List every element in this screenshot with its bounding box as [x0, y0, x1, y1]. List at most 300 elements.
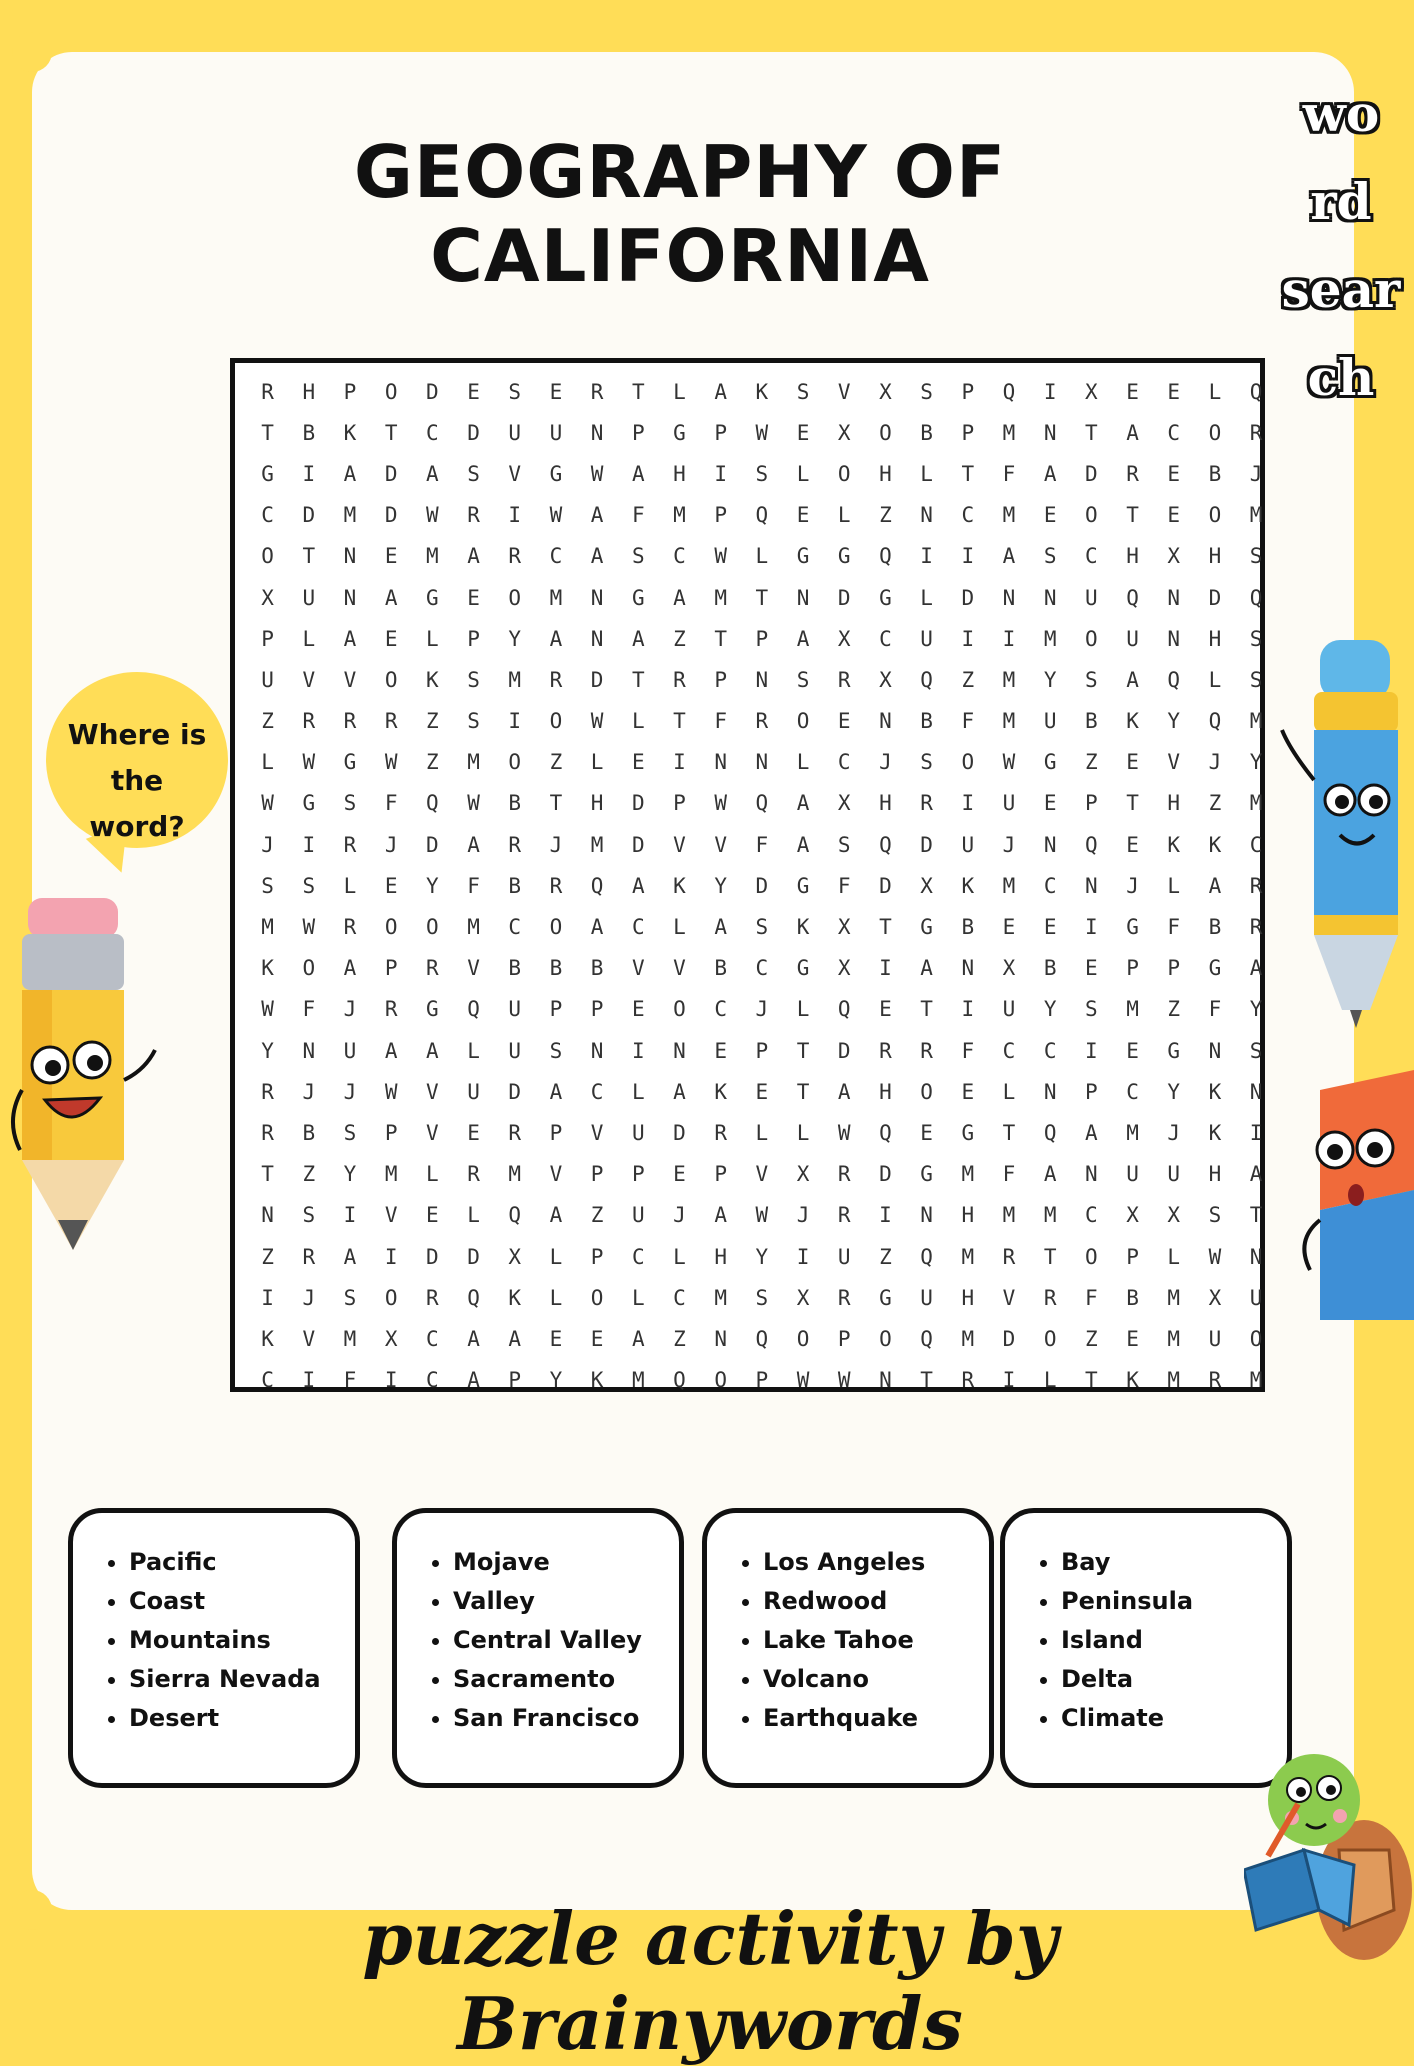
grid-letter: L [1002, 1079, 1016, 1104]
grid-letter: M [384, 1162, 398, 1187]
grid-letter: I [302, 461, 316, 486]
grid-letter: K [343, 420, 357, 445]
word-list-item: • Coast [129, 1582, 355, 1621]
grid-letter: X [1167, 1203, 1181, 1228]
grid-letter: M [1249, 1368, 1263, 1393]
grid-letter: J [673, 1203, 686, 1228]
word-list-item: • Los Angeles [763, 1543, 989, 1582]
grid-letter: P [631, 1162, 645, 1187]
grid-letter: H [879, 791, 892, 816]
word-list-item: • Bay [1061, 1543, 1287, 1582]
grid-letter: O [302, 956, 316, 981]
grid-letter: C [1043, 1038, 1057, 1063]
grid-letter: C [426, 1368, 439, 1393]
grid-letter: L [796, 1120, 810, 1145]
side-title [1268, 70, 1414, 422]
grid-letter: B [1043, 956, 1057, 981]
grid-letter: U [961, 832, 975, 857]
grid-letter: K [755, 379, 769, 404]
grid-letter: S [549, 1038, 563, 1063]
grid-letter: G [673, 420, 686, 445]
grid-letter: T [302, 544, 316, 569]
grid-letter: V [673, 832, 686, 857]
grid-letter: L [1167, 1244, 1181, 1269]
grid-letter: F [631, 503, 645, 528]
grid-letter: S [920, 750, 933, 775]
grid-letter: E [1126, 750, 1139, 775]
grid-letter: Y [508, 626, 522, 651]
grid-letter: E [1167, 379, 1181, 404]
grid-letter: O [426, 915, 439, 940]
grid-letter: P [714, 503, 727, 528]
grid-letter: V [343, 667, 357, 692]
grid-letter: X [837, 915, 851, 940]
grid-letter: A [467, 832, 480, 857]
grid-letter: H [714, 1244, 727, 1269]
grid-letter: S [920, 379, 933, 404]
grid-letter: C [673, 1285, 686, 1310]
grid-letter: K [261, 1326, 274, 1351]
grid-letter: Z [426, 709, 439, 734]
grid-letter: F [755, 832, 769, 857]
grid-letter: R [837, 1285, 851, 1310]
grid-letter: W [1208, 1244, 1222, 1269]
grid-letter: G [302, 791, 316, 816]
grid-letter: H [673, 461, 686, 486]
grid-letter: N [1167, 585, 1181, 610]
grid-letter: X [261, 585, 274, 610]
grid-letter: S [467, 667, 480, 692]
grid-letter: N [302, 1038, 316, 1063]
grid-letter: N [879, 1368, 892, 1393]
grid-letter: M [714, 1285, 727, 1310]
grid-letter: E [384, 626, 398, 651]
grid-letter: S [508, 379, 522, 404]
grid-letter: S [796, 379, 810, 404]
grid-letter: O [1208, 420, 1222, 445]
grid-letter: A [631, 461, 645, 486]
grid-letter: N [1085, 1162, 1098, 1187]
grid-letter: E [1085, 956, 1098, 981]
grid-letter: K [961, 873, 975, 898]
grid-letter: P [1085, 791, 1098, 816]
grid-letter: A [343, 626, 357, 651]
grid-letter: N [1002, 585, 1016, 610]
grid-letter: N [343, 585, 357, 610]
grid-letter: B [508, 873, 522, 898]
grid-letter: P [343, 379, 357, 404]
grid-letter: H [302, 379, 316, 404]
grid-letter: E [631, 750, 645, 775]
grid-letter: S [796, 667, 810, 692]
grid-letter: D [467, 1244, 480, 1269]
grid-letter: B [508, 791, 522, 816]
side-title-line: sear [1281, 260, 1401, 319]
grid-letter: M [1249, 709, 1263, 734]
grid-letter: B [1085, 709, 1098, 734]
grid-letter: J [755, 997, 769, 1022]
grid-letter: H [961, 1203, 975, 1228]
grid-letter: J [1249, 461, 1263, 486]
grid-letter: X [837, 626, 851, 651]
grid-letter: P [590, 997, 604, 1022]
grid-letter: R [508, 544, 522, 569]
grid-letter: R [261, 1120, 274, 1145]
grid-letter: W [590, 461, 604, 486]
grid-letter: P [1085, 1079, 1098, 1104]
grid-letter: Q [837, 997, 851, 1022]
grid-letter: E [1043, 503, 1057, 528]
grid-letter: G [1208, 956, 1222, 981]
grid-letter: E [467, 379, 480, 404]
word-list-item: • Central Valley [453, 1621, 679, 1660]
grid-letter: N [1043, 832, 1057, 857]
grid-letter: O [673, 997, 686, 1022]
grid-letter: N [714, 750, 727, 775]
grid-letter: O [714, 1368, 727, 1393]
grid-letter: A [426, 1038, 439, 1063]
grid-letter: N [920, 503, 933, 528]
grid-letter: I [261, 1285, 274, 1310]
grid-letter: C [508, 915, 522, 940]
grid-letter: D [755, 873, 769, 898]
grid-letter: H [961, 1285, 975, 1310]
grid-letter: D [467, 420, 480, 445]
grid-letter: E [879, 997, 892, 1022]
grid-letter: Q [1085, 832, 1098, 857]
grid-letter: X [796, 1285, 810, 1310]
grid-letter: A [1126, 420, 1139, 445]
grid-letter: C [714, 997, 727, 1022]
grid-letter: T [755, 585, 769, 610]
grid-letter: X [837, 791, 851, 816]
grid-letter: P [673, 791, 686, 816]
grid-letter: U [1249, 1285, 1263, 1310]
grid-letter: B [302, 420, 316, 445]
grid-letter: L [755, 1120, 769, 1145]
grid-letter: K [673, 873, 686, 898]
grid-letter: W [714, 544, 727, 569]
grid-letter: P [261, 626, 274, 651]
grid-letter: Z [549, 750, 563, 775]
grid-letter: Z [302, 1162, 316, 1187]
grid-letter: R [426, 956, 439, 981]
grid-letter: N [920, 1203, 933, 1228]
grid-letter: O [1249, 1326, 1263, 1351]
grid-letter: Y [343, 1162, 357, 1187]
grid-letter: A [384, 1038, 398, 1063]
grid-letter: Q [1043, 1120, 1057, 1145]
grid-letter: Y [1167, 1079, 1181, 1104]
grid-letter: M [1167, 1368, 1181, 1393]
pencil-character-icon [0, 890, 170, 1270]
grid-letter: S [1208, 1203, 1222, 1228]
grid-letter: U [508, 997, 522, 1022]
grid-letter: R [755, 709, 769, 734]
grid-letter: M [631, 1368, 645, 1393]
grid-letter: P [384, 956, 398, 981]
grid-letter: M [1002, 709, 1016, 734]
grid-letter: A [1208, 873, 1222, 898]
grid-letter: S [302, 873, 316, 898]
grid-letter: H [590, 791, 604, 816]
grid-letter: L [467, 1038, 480, 1063]
grid-letter: E [1126, 1038, 1139, 1063]
grid-letter: W [302, 915, 316, 940]
grid-letter: B [508, 956, 522, 981]
grid-letter: S [1249, 667, 1263, 692]
grid-letter: W [590, 709, 604, 734]
grid-letter: Y [1043, 997, 1057, 1022]
grid-letter: A [590, 544, 604, 569]
grid-letter: A [1002, 544, 1016, 569]
grid-letter: C [879, 626, 892, 651]
grid-letter: L [590, 750, 604, 775]
grid-letter: S [343, 1285, 357, 1310]
grid-letter: K [1208, 832, 1222, 857]
grid-letter: L [920, 461, 933, 486]
grid-letter: U [343, 1038, 357, 1063]
grid-letter: S [261, 873, 274, 898]
grid-letter: G [343, 750, 357, 775]
grid-letter: X [796, 1162, 810, 1187]
grid-letter: Q [1002, 379, 1016, 404]
grid-letter: A [796, 832, 810, 857]
grid-letter: A [343, 956, 357, 981]
grid-letter: Q [755, 791, 769, 816]
grid-letter: H [1208, 626, 1222, 651]
grid-letter: M [467, 750, 480, 775]
grid-letter: L [631, 709, 645, 734]
grid-letter: E [631, 997, 645, 1022]
grid-letter: P [714, 420, 727, 445]
grid-letter: I [920, 544, 933, 569]
grid-letter: K [1208, 1120, 1222, 1145]
grid-letter: D [837, 585, 851, 610]
grid-letter: J [384, 832, 398, 857]
grid-letter: H [1167, 791, 1181, 816]
grid-letter: D [631, 832, 645, 857]
grid-letter: G [796, 873, 810, 898]
grid-letter: A [1126, 667, 1139, 692]
grid-letter: M [673, 503, 686, 528]
grid-letter: M [1167, 1285, 1181, 1310]
grid-letter: T [1085, 420, 1098, 445]
grid-letter: U [920, 1285, 933, 1310]
grid-letter: R [343, 709, 357, 734]
grid-letter: N [590, 1038, 604, 1063]
grid-letter: J [879, 750, 892, 775]
grid-letter: M [1002, 873, 1016, 898]
grid-letter: I [1002, 626, 1016, 651]
word-list-item: • Sierra Nevada [129, 1660, 355, 1699]
grid-letter: H [1208, 1162, 1222, 1187]
word-list-item: • Redwood [763, 1582, 989, 1621]
grid-letter: U [1126, 1162, 1139, 1187]
grid-letter: A [590, 503, 604, 528]
grid-letter: R [920, 791, 933, 816]
grid-letter: N [714, 1326, 727, 1351]
grid-letter: A [549, 1203, 563, 1228]
grid-letter: P [631, 420, 645, 445]
grid-letter: J [796, 1203, 810, 1228]
grid-letter: V [631, 956, 645, 981]
grid-letter: Q [673, 1368, 686, 1393]
grid-letter: W [755, 420, 769, 445]
grid-letter: A [549, 626, 563, 651]
grid-letter: P [590, 1244, 604, 1269]
grid-letter: K [1208, 1079, 1222, 1104]
grid-letter: U [1043, 709, 1057, 734]
page-corner [12, 1890, 52, 1930]
grid-letter: R [961, 1368, 975, 1393]
grid-letter: U [508, 1038, 522, 1063]
grid-letter: I [961, 626, 975, 651]
grid-letter: N [590, 585, 604, 610]
grid-letter: L [755, 544, 769, 569]
grid-letter: S [467, 709, 480, 734]
grid-letter: E [1126, 1326, 1139, 1351]
grid-letter: D [508, 1079, 522, 1104]
grid-letter: Z [261, 1244, 274, 1269]
grid-letter: O [508, 585, 522, 610]
grid-letter: K [590, 1368, 604, 1393]
grid-letter: P [467, 626, 480, 651]
grid-letter: X [1167, 544, 1181, 569]
grid-letter: Q [1249, 379, 1263, 404]
grid-letter: N [261, 1203, 274, 1228]
grid-letter: D [1002, 1326, 1016, 1351]
grid-letter: A [920, 956, 933, 981]
grid-letter: S [1043, 544, 1057, 569]
grid-letter: I [673, 750, 686, 775]
grid-letter: L [796, 997, 810, 1022]
grid-letter: M [549, 585, 563, 610]
grid-letter: E [1043, 915, 1057, 940]
grid-letter: C [631, 1244, 645, 1269]
grid-letter: O [1085, 503, 1098, 528]
grid-letter: P [714, 667, 727, 692]
grid-letter: Z [879, 1244, 892, 1269]
word-list-item: • Earthquake [763, 1699, 989, 1738]
grid-letter: X [1085, 379, 1098, 404]
grid-letter: M [1002, 1203, 1016, 1228]
grid-letter: U [631, 1120, 645, 1145]
grid-letter: T [261, 1162, 274, 1187]
grid-letter: F [961, 1038, 975, 1063]
grid-letter: A [508, 1326, 522, 1351]
grid-letter: R [1249, 915, 1263, 940]
grid-letter: X [920, 873, 933, 898]
grid-letter: T [549, 791, 563, 816]
grid-letter: A [714, 915, 727, 940]
grid-letter: S [302, 1203, 316, 1228]
page-corner [12, 32, 52, 72]
grid-letter: R [837, 1162, 851, 1187]
grid-letter: G [1126, 915, 1139, 940]
grid-letter: K [426, 667, 439, 692]
grid-letter: C [261, 1368, 274, 1393]
grid-letter: Z [590, 1203, 604, 1228]
grid-letter: I [384, 1244, 398, 1269]
grid-letter: E [384, 873, 398, 898]
grid-letter: N [879, 709, 892, 734]
grid-letter: U [1085, 585, 1098, 610]
grid-letter: N [961, 956, 975, 981]
grid-letter: I [961, 544, 975, 569]
grid-letter: L [426, 626, 439, 651]
grid-letter: R [1126, 461, 1139, 486]
grid-letter: P [961, 379, 975, 404]
grid-letter: V [590, 1120, 604, 1145]
grid-letter: Q [1126, 585, 1139, 610]
grid-letter: N [343, 544, 357, 569]
grid-letter: T [631, 379, 645, 404]
grid-letter: M [426, 544, 439, 569]
grid-letter: I [1249, 1120, 1263, 1145]
grid-letter: V [755, 1162, 769, 1187]
grid-letter: P [755, 1038, 769, 1063]
grid-letter: U [467, 1079, 480, 1104]
grid-letter: F [1002, 461, 1016, 486]
grid-letter: L [1043, 1368, 1057, 1393]
grid-letter: V [1167, 750, 1181, 775]
grid-letter: L [920, 585, 933, 610]
grid-letter: Q [755, 1326, 769, 1351]
grid-letter: M [1002, 503, 1016, 528]
page-title: GEOGRAPHY OF CALIFORNIA [353, 130, 1007, 298]
grid-letter: S [837, 832, 851, 857]
grid-letter: P [714, 1162, 727, 1187]
grid-letter: G [837, 544, 851, 569]
grid-letter: P [549, 997, 563, 1022]
grid-letter: I [961, 791, 975, 816]
grid-letter: F [467, 873, 480, 898]
grid-letter: L [426, 1162, 439, 1187]
grid-letter: L [1208, 379, 1222, 404]
grid-letter: F [1208, 997, 1222, 1022]
grid-letter: D [879, 1162, 892, 1187]
grid-letter: F [1085, 1285, 1098, 1310]
grid-letter: V [302, 667, 316, 692]
grid-letter: O [1085, 626, 1098, 651]
grid-letter: O [384, 667, 398, 692]
grid-letter: U [549, 420, 563, 445]
word-list-item: • Mojave [453, 1543, 679, 1582]
grid-letter: M [343, 1326, 357, 1351]
grid-letter: S [1249, 1038, 1263, 1063]
grid-letter: P [1167, 956, 1181, 981]
grid-letter: W [384, 750, 398, 775]
grid-letter: E [549, 379, 563, 404]
grid-letter: R [508, 832, 522, 857]
grid-letter: C [837, 750, 851, 775]
grid-letter: C [1126, 1079, 1139, 1104]
grid-letter: A [796, 626, 810, 651]
word-list-item: • Volcano [763, 1660, 989, 1699]
grid-letter: R [426, 1285, 439, 1310]
grid-letter: T [879, 915, 892, 940]
grid-letter: B [302, 1120, 316, 1145]
grid-letter: F [1002, 1162, 1016, 1187]
grid-letter: D [673, 1120, 686, 1145]
grid-letter: E [920, 1120, 933, 1145]
grid-letter: Y [1043, 667, 1057, 692]
grid-letter: A [631, 1326, 645, 1351]
grid-letter: L [631, 1079, 645, 1104]
grid-letter: E [426, 1203, 439, 1228]
grid-letter: I [384, 1368, 398, 1393]
